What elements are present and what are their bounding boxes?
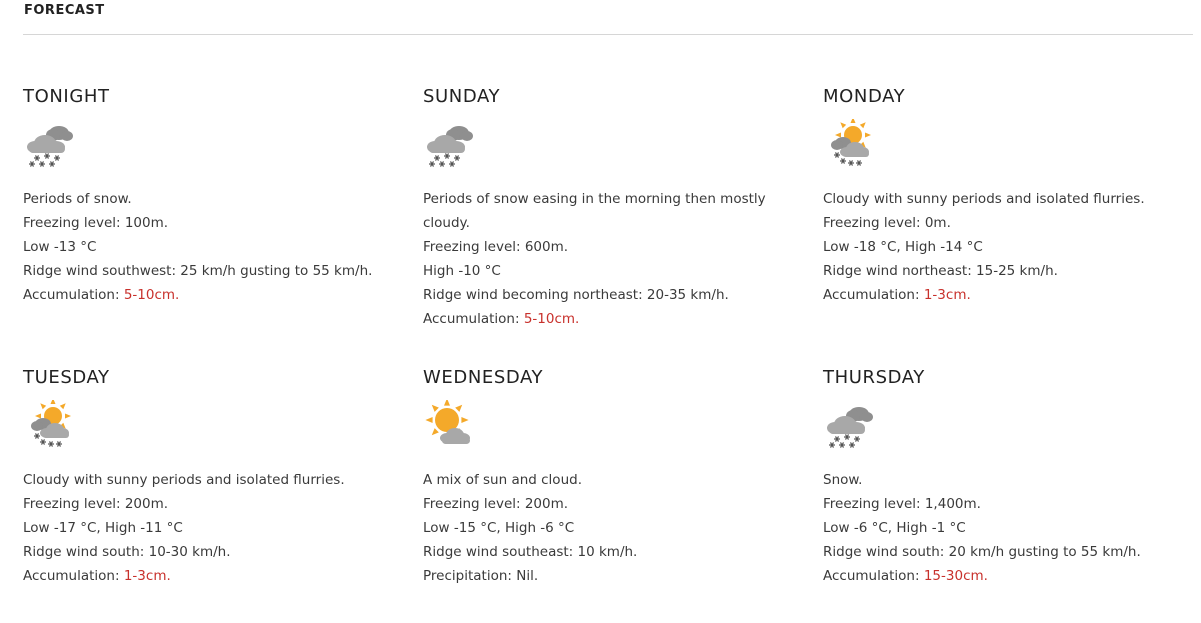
forecast-line: Freezing level: 0m.	[823, 215, 951, 231]
amount-label: Accumulation:	[823, 568, 920, 584]
forecast-line: Ridge wind south: 20 km/h gusting to 55 km/h.	[823, 544, 1141, 560]
forecast-day-monday	[823, 87, 1201, 307]
forecast-day-sunday	[423, 87, 803, 331]
day-name: MONDAY	[823, 86, 906, 107]
forecast-line: cloudy.	[423, 215, 470, 231]
amount-value: 1-3cm.	[123, 568, 171, 584]
accumulation-line	[823, 564, 1201, 588]
amount-value: Nil.	[516, 568, 539, 584]
amount-label: Accumulation:	[423, 311, 520, 327]
divider	[23, 34, 1193, 35]
sun-cloud-flurries-icon	[23, 400, 77, 452]
amount-value: 1-3cm.	[923, 287, 971, 303]
snow-cloud-icon	[423, 119, 477, 171]
accumulation-line	[23, 283, 403, 307]
sun-cloud-flurries-icon	[823, 119, 877, 171]
amount-label: Accumulation:	[823, 287, 920, 303]
precipitation-line	[423, 564, 803, 588]
day-name: SUNDAY	[423, 86, 501, 107]
forecast-line: Ridge wind becoming northeast: 20-35 km/h.	[423, 287, 729, 303]
amount-value: 5-10cm.	[523, 311, 580, 327]
amount-label: Accumulation:	[23, 568, 120, 584]
forecast-line: Periods of snow.	[23, 191, 132, 207]
forecast-day-thursday	[823, 368, 1201, 588]
forecast-day-tuesday	[23, 368, 403, 588]
day-name: TUESDAY	[23, 367, 110, 388]
day-name: WEDNESDAY	[423, 367, 544, 388]
forecast-line: Ridge wind south: 10-30 km/h.	[23, 544, 231, 560]
accumulation-line	[423, 307, 803, 331]
forecast-line: Freezing level: 200m.	[23, 496, 169, 512]
section-title: FORECAST	[24, 3, 105, 18]
amount-value: 5-10cm.	[123, 287, 180, 303]
forecast-line: Ridge wind northeast: 15-25 km/h.	[823, 263, 1058, 279]
forecast-line: Freezing level: 100m.	[23, 215, 169, 231]
amount-label: Accumulation:	[23, 287, 120, 303]
forecast-line: Ridge wind southeast: 10 km/h.	[423, 544, 638, 560]
accumulation-line	[823, 283, 1201, 307]
forecast-day-tonight	[23, 87, 403, 307]
forecast-line: Low -13 °C	[23, 239, 97, 255]
snow-cloud-icon	[23, 119, 77, 171]
forecast-line: Low -18 °C, High -14 °C	[823, 239, 983, 255]
forecast-line: A mix of sun and cloud.	[423, 472, 582, 488]
accumulation-line	[23, 564, 403, 588]
forecast-line: Cloudy with sunny periods and isolated flurries.	[23, 472, 345, 488]
forecast-line: Freezing level: 1,400m.	[823, 496, 981, 512]
forecast-line: Low -6 °C, High -1 °C	[823, 520, 966, 536]
forecast-line: High -10 °C	[423, 263, 501, 279]
forecast-line: Freezing level: 200m.	[423, 496, 569, 512]
forecast-line: Ridge wind southwest: 25 km/h gusting to 55 km/h.	[23, 263, 373, 279]
sun-cloud-icon	[423, 400, 477, 452]
forecast-day-wednesday	[423, 368, 803, 588]
day-name: TONIGHT	[23, 86, 110, 107]
amount-label: Precipitation:	[423, 568, 512, 584]
forecast-line: Cloudy with sunny periods and isolated flurries.	[823, 191, 1145, 207]
forecast-line: Periods of snow easing in the morning then mostly	[423, 191, 766, 207]
forecast-line: Low -17 °C, High -11 °C	[23, 520, 183, 536]
day-name: THURSDAY	[823, 367, 925, 388]
amount-value: 15-30cm.	[923, 568, 988, 584]
forecast-line: Snow.	[823, 472, 863, 488]
forecast-line: Low -15 °C, High -6 °C	[423, 520, 575, 536]
forecast-line: Freezing level: 600m.	[423, 239, 569, 255]
snow-cloud-icon	[823, 400, 877, 452]
